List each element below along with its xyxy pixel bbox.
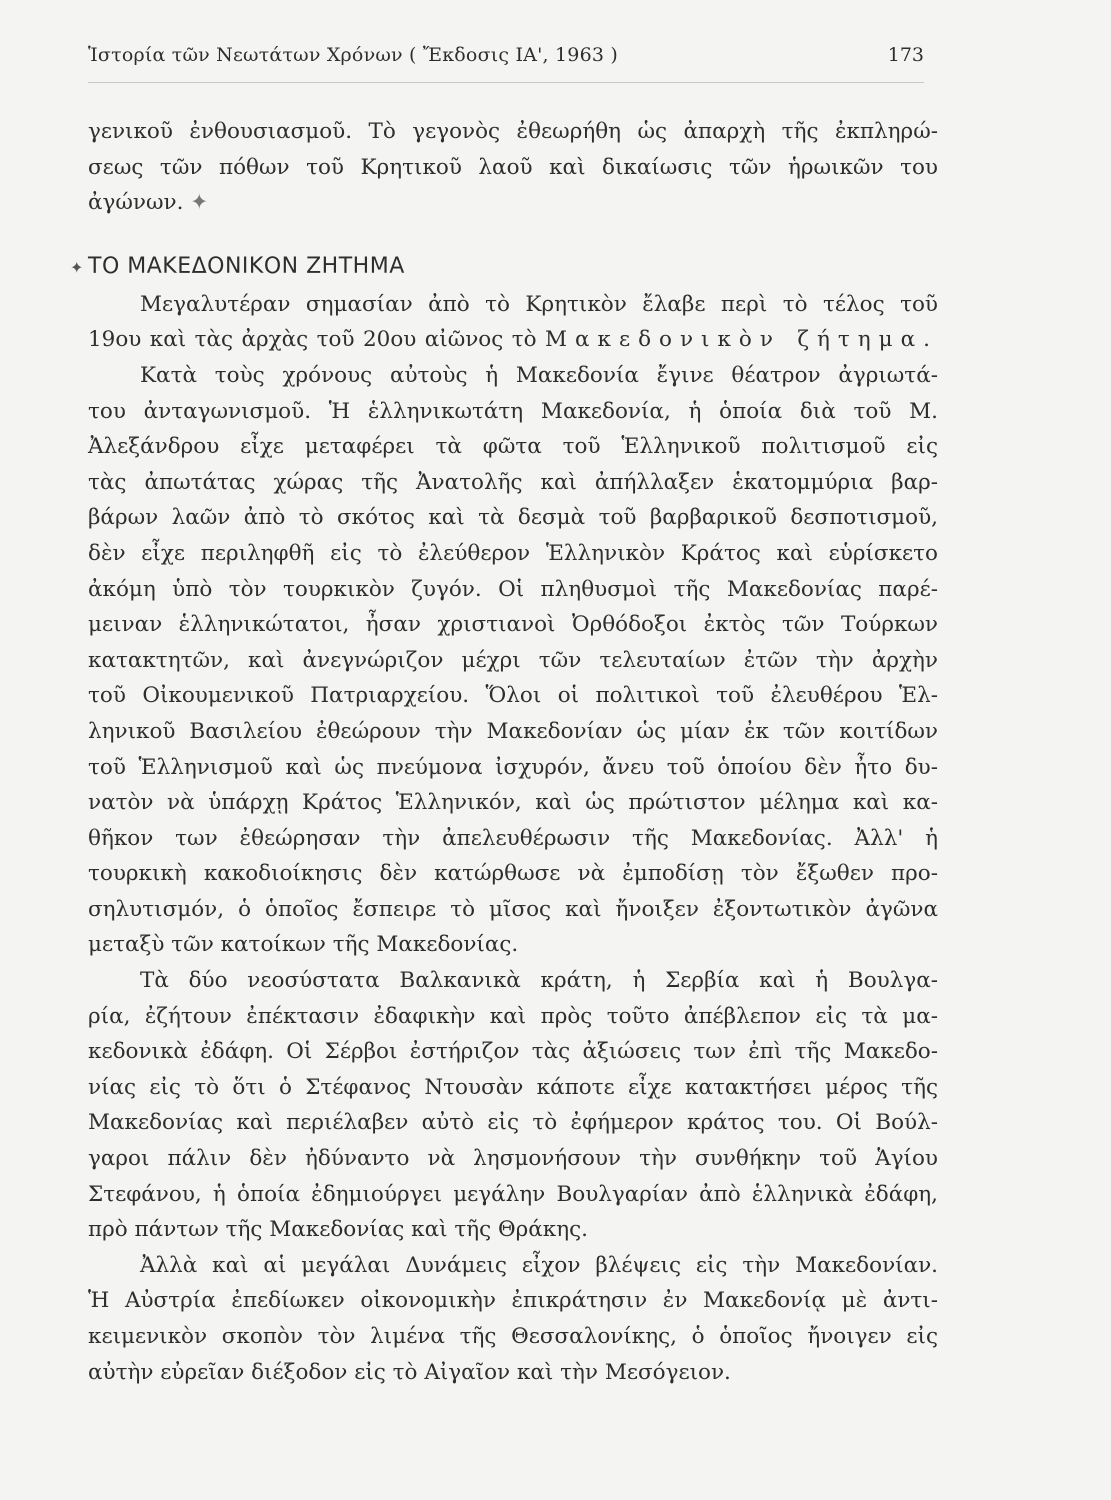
text-line: τουρκικὴ κακοδιοίκησις δὲν κατώρθωσε νὰ ἐμποδίσῃ τὸν ἔξωθεν προ- — [88, 861, 938, 887]
text-line: κατακτητῶν, καὶ ἀνεγνώριζον μέχρι τῶν τελευταίων ἐτῶν τὴν ἀρχὴν — [88, 647, 938, 673]
text-line: ἀκόμη ὑπὸ τὸν τουρκικὸν ζυγόν. Οἱ πληθυσμοὶ τῆς Μακεδονίας παρέ- — [88, 576, 938, 602]
text-line: τοῦ Ἑλληνισμοῦ καὶ ὡς πνεύμονα ἰσχυρόν, ἄνευ τοῦ ὁποίου δὲν ἦτο δυ- — [88, 754, 938, 780]
text-line: τοῦ Οἰκουμενικοῦ Πατριαρχείου. Ὅλοι οἱ πολιτικοὶ τοῦ ἐλευθέρου Ἑλ- — [88, 683, 938, 709]
text-line: Τὰ δύο νεοσύστατα Βαλκανικὰ κράτη, ἡ Σερβία καὶ ἡ Βουλγα- — [140, 968, 938, 994]
section-gap — [88, 221, 938, 247]
text-line: Ἀλεξάνδρου εἶχε μεταφέρει τὰ φῶτα τοῦ Ἑλληνικοῦ πολιτισμοῦ εἰς — [88, 434, 938, 460]
text-line: δὲν εἶχε περιληφθῆ εἰς τὸ ἐλεύθερον Ἑλληνικὸν Κράτος καὶ εὑρίσκετο — [88, 540, 938, 566]
section-heading — [70, 247, 938, 287]
text-line: σηλυτισμόν, ὁ ὁποῖος ἔσπειρε τὸ μῖσος καὶ ἤνοιξεν ἐξοντωτικὸν ἀγῶνα — [88, 896, 938, 922]
section-title: ΤΟ ΜΑΚΕΔΟΝΙΚΟΝ ΖΗΤΗΜΑ — [88, 253, 405, 279]
text-line: Στεφάνου, ἡ ὁποία ἐδημιούργει μεγάλην Βουλγαρίαν ἀπὸ ἑλληνικὰ ἐδάφη, — [88, 1181, 938, 1207]
text-line — [88, 185, 938, 221]
text-line — [88, 322, 938, 358]
text-line: Ἡ Αὐστρία ἐπεδίωκεν οἰκονομικὴν ἐπικράτησιν ἐν Μακεδονίᾳ μὲ ἀντι- — [88, 1288, 938, 1314]
text-line: του ἀνταγωνισμοῦ. Ἡ ἑλληνικωτάτη Μακεδονία, ἡ ὁποία διὰ τοῦ Μ. — [88, 398, 938, 424]
page-body — [70, 114, 938, 1390]
text-line: ληνικοῦ Βασιλείου ἐθεώρουν τὴν Μακεδονίαν ὡς μίαν ἐκ τῶν κοιτίδων — [88, 718, 938, 744]
text-line: Μακεδονίας καὶ περιέλαβεν αὐτὸ εἰς τὸ ἐφήμερον κράτος του. Οἱ Βούλ- — [88, 1110, 938, 1136]
text-line: νίας εἰς τὸ ὅτι ὁ Στέφανος Ντουσὰν κάποτε εἶχε κατακτήσει μέρος τῆς — [88, 1074, 938, 1100]
text-line: θῆκον των ἐθεώρησαν τὴν ἀπελευθέρωσιν τῆς Μακεδονίας. Ἀλλ' ἡ — [88, 825, 938, 851]
text-line: κεδονικὰ ἐδάφη. Οἱ Σέρβοι ἐστήριζον τὰς ἀξιώσεις των ἐπὶ τῆς Μακεδο- — [88, 1039, 938, 1065]
text-fragment: ἀγώνων. — [88, 190, 184, 216]
text-line: Ἀλλὰ καὶ αἱ μεγάλαι Δυνάμεις εἶχον βλέψεις εἰς τὴν Μακεδονίαν. — [140, 1252, 938, 1278]
text-line: γαροι πάλιν δὲν ἠδύναντο νὰ λησμονήσουν τὴν συνθήκην τοῦ Ἁγίου — [88, 1146, 938, 1172]
text-line: πρὸ πάντων τῆς Μακεδονίας καὶ τῆς Θράκης. — [88, 1217, 588, 1243]
margin-mark: ✦ — [70, 257, 84, 277]
text-line: Κατὰ τοὺς χρόνους αὐτοὺς ἡ Μακεδονία ἔγινε θέατρον ἀγριωτά- — [140, 362, 938, 388]
spaced-emphasis: Μακεδονικὸν ζήτημα. — [544, 327, 938, 353]
text-line: γενικοῦ ἐνθουσιασμοῦ. Τὸ γεγονὸς ἐθεωρήθη ὡς ἀπαρχὴ τῆς ἐκπληρώ- — [88, 119, 938, 144]
text-fragment: 19ου καὶ τὰς ἀρχὰς τοῦ 20ου αἰῶνος τὸ — [88, 327, 537, 353]
text-line: Μεγαλυτέραν σημασίαν ἀπὸ τὸ Κρητικὸν ἔλαβε περὶ τὸ τέλος τοῦ — [140, 291, 938, 317]
text-line: ρία, ἐζήτουν ἐπέκτασιν ἐδαφικὴν καὶ πρὸς τοῦτο ἀπέβλεπον εἰς τὰ μα- — [88, 1003, 938, 1029]
running-title: Ἱστορία τῶν Νεωτάτων Χρόνων ( Ἔκδοσις ΙΑ', 1963 ) — [88, 44, 618, 66]
text-line: βάρων λαῶν ἀπὸ τὸ σκότος καὶ τὰ δεσμὰ τοῦ βαρβαρικοῦ δεσποτισμοῦ, — [88, 505, 938, 531]
text-line: αὐτὴν εὐρεῖαν διέξοδον εἰς τὸ Αἰγαῖον καὶ τὴν Μεσόγειον. — [88, 1359, 731, 1385]
page-number: 173 — [887, 44, 924, 66]
text-line: κειμενικὸν σκοπὸν τὸν λιμένα τῆς Θεσσαλονίκης, ὁ ὁποῖος ἤνοιγεν εἰς — [88, 1324, 938, 1349]
header-divider — [88, 82, 924, 83]
text-line: σεως τῶν πόθων τοῦ Κρητικοῦ λαοῦ καὶ δικαίωσις τῶν ἡρωικῶν του — [88, 154, 938, 180]
text-line: τὰς ἀπωτάτας χώρας τῆς Ἀνατολῆς καὶ ἀπήλλαξεν ἑκατομμύρια βαρ- — [88, 469, 938, 495]
text-line: νατὸν νὰ ὑπάρχῃ Κράτος Ἑλληνικόν, καὶ ὡς πρώτιστον μέλημα καὶ κα- — [88, 790, 938, 816]
page-header — [88, 44, 924, 78]
text-line: μεταξὺ τῶν κατοίκων τῆς Μακεδονίας. — [88, 932, 519, 958]
stray-mark: ✦ — [190, 190, 209, 216]
text-line: μειναν ἑλληνικώτατοι, ἦσαν χριστιανοὶ Ὀρθόδοξοι ἐκτὸς τῶν Τούρκων — [88, 612, 938, 638]
